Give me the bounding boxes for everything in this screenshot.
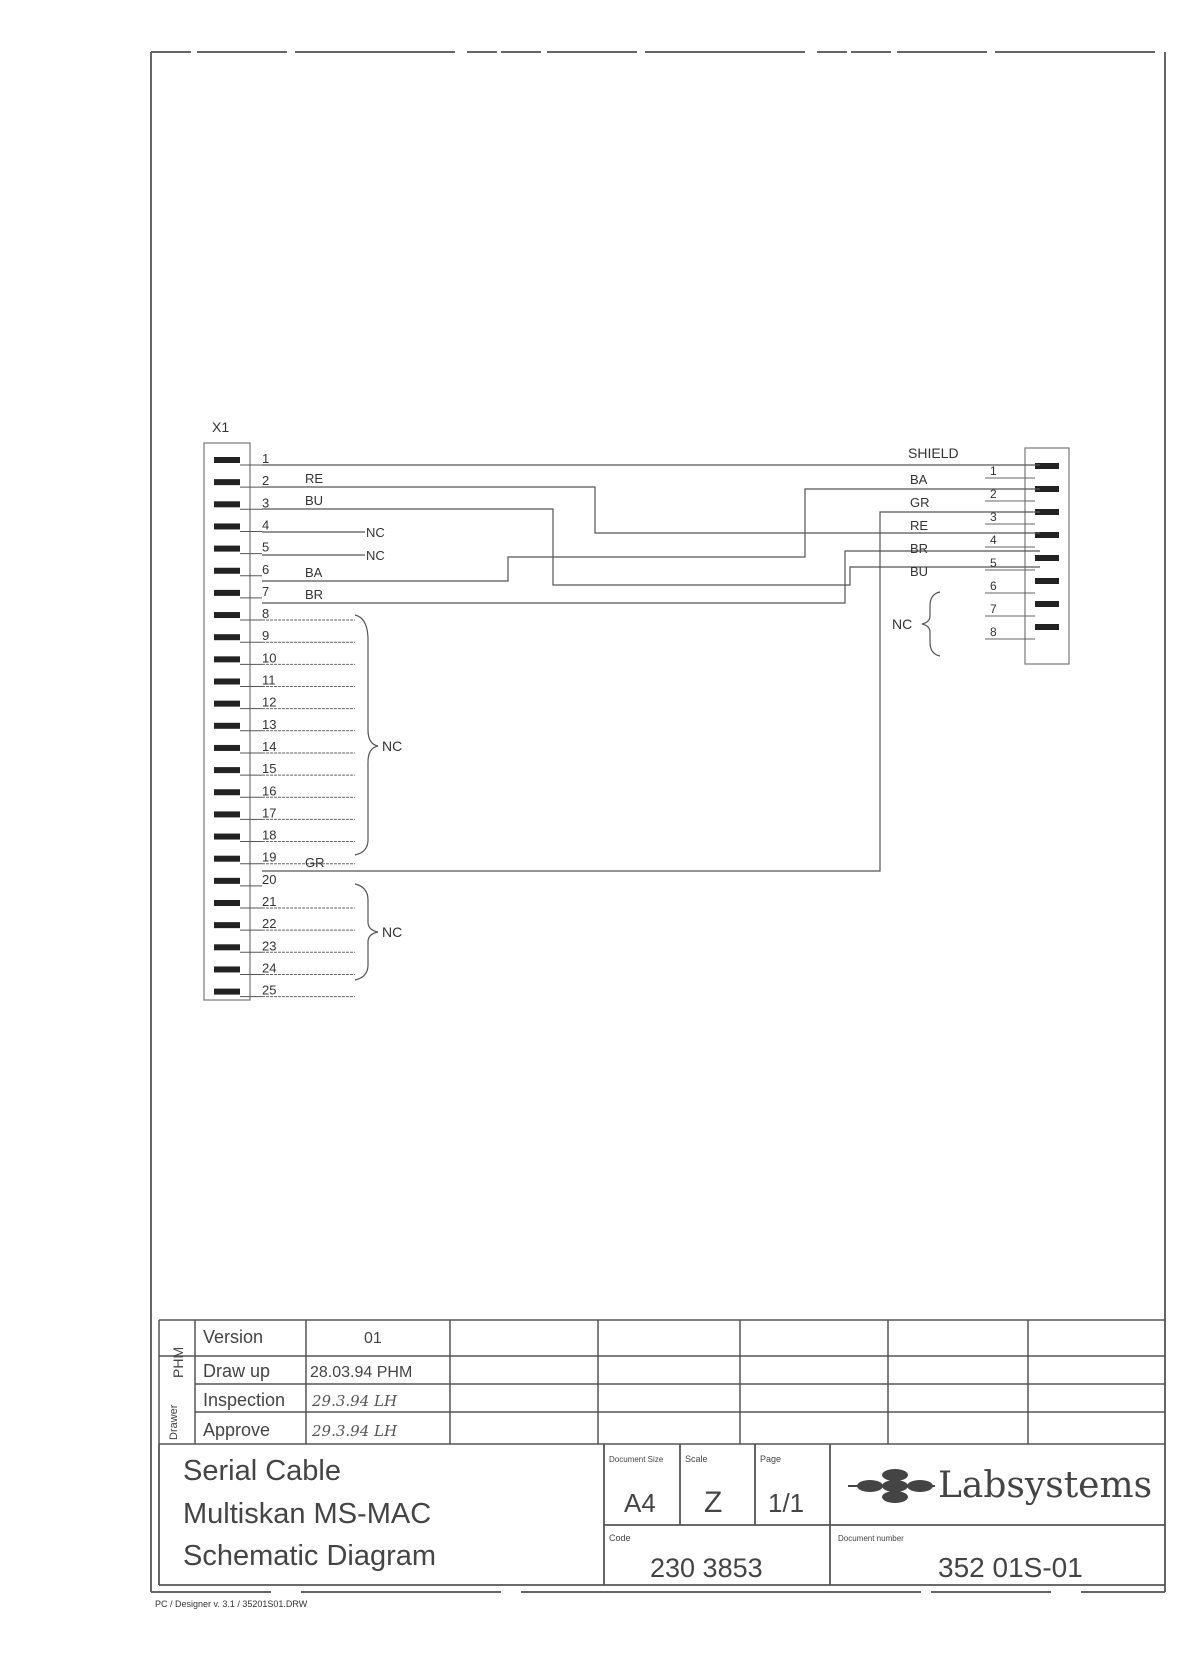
right-pin-6-contact bbox=[1035, 578, 1059, 584]
x1-pin-24-number: 24 bbox=[262, 960, 277, 976]
revision-side-label-drawer: Drawer bbox=[168, 1404, 180, 1440]
nc-brace-8-19 bbox=[355, 615, 378, 855]
right-wire-labels bbox=[910, 472, 930, 579]
x1-pin-11-contact bbox=[214, 679, 240, 685]
x1-pin-7-number: 7 bbox=[262, 583, 270, 599]
nc-group-label-1: NC bbox=[382, 738, 403, 754]
x1-pin-6-contact bbox=[214, 568, 240, 574]
x1-pin-8-number: 8 bbox=[262, 606, 270, 622]
x1-pin-1-number: 1 bbox=[262, 451, 270, 466]
x1-pin-10-number: 10 bbox=[262, 650, 277, 666]
right-wire-label-re: RE bbox=[910, 518, 929, 533]
x1-pin-23-number: 23 bbox=[262, 938, 277, 954]
x1-pin-24-contact bbox=[214, 966, 240, 972]
x1-pin-12-number: 12 bbox=[262, 694, 277, 710]
x1-pin-15-number: 15 bbox=[262, 761, 277, 777]
company-name: Labsystems bbox=[938, 1465, 1153, 1506]
x1-pin-14-contact bbox=[214, 745, 240, 751]
x1-pin-21-contact bbox=[214, 900, 240, 906]
code-value: 230 3853 bbox=[650, 1553, 763, 1583]
revision-row-inspection-value: 29.3.94 LH bbox=[312, 1392, 398, 1410]
x1-pin-13-number: 13 bbox=[262, 716, 277, 732]
right-pin-8-number: 8 bbox=[990, 625, 997, 639]
x1-pin-19-contact bbox=[214, 856, 240, 862]
x1-pin-25-contact bbox=[214, 989, 240, 995]
right-pin-3-number: 3 bbox=[990, 510, 997, 524]
right-pin-7-number: 7 bbox=[990, 602, 997, 616]
wire-label-gr: GR bbox=[305, 855, 325, 870]
drawing-border bbox=[151, 52, 1165, 1592]
x1-pin-25-number: 25 bbox=[262, 982, 277, 998]
x1-pin-9-contact bbox=[214, 634, 240, 640]
revision-row-version-value: 01 bbox=[364, 1330, 382, 1347]
right-wire-label-bu: BU bbox=[910, 564, 929, 579]
x1-pin-15-contact bbox=[214, 767, 240, 773]
right-pin-2-number: 2 bbox=[990, 487, 997, 501]
x1-pin-1-contact bbox=[214, 457, 240, 463]
x1-pin-23-contact bbox=[214, 944, 240, 950]
right-pin-5-contact bbox=[1035, 555, 1059, 561]
x1-pin-20-number: 20 bbox=[262, 871, 277, 887]
wire-label-bu: BU bbox=[305, 493, 324, 508]
right-pin-1-number: 1 bbox=[990, 464, 997, 478]
x1-pin-2-number: 2 bbox=[262, 473, 270, 489]
document-number-value: 352 01S-01 bbox=[938, 1552, 1083, 1583]
nc-brace-right bbox=[922, 592, 940, 656]
x1-pin-4-contact bbox=[214, 523, 240, 529]
x1-pin-12-contact bbox=[214, 701, 240, 707]
shield-label: SHIELD bbox=[908, 445, 959, 461]
title-line-3: Schematic Diagram bbox=[183, 1540, 437, 1572]
x1-pin-17-number: 17 bbox=[262, 805, 277, 821]
nc-braces-left bbox=[355, 615, 378, 980]
x1-pin-5-contact bbox=[214, 546, 240, 552]
x1-pin-9-number: 9 bbox=[262, 628, 270, 644]
x1-pin-11-number: 11 bbox=[262, 672, 276, 688]
page-label: Page bbox=[760, 1454, 782, 1464]
nc-group-label-right: NC bbox=[892, 616, 913, 632]
right-pin-1-contact bbox=[1035, 463, 1059, 469]
right-wire-label-gr: GR bbox=[910, 495, 930, 510]
x1-pin-16-contact bbox=[214, 789, 240, 795]
code-label: Code bbox=[609, 1533, 631, 1543]
connector-right bbox=[908, 445, 1069, 664]
x1-pin-3-contact bbox=[214, 501, 240, 507]
footer-file-info: PC / Designer v. 3.1 / 35201S01.DRW bbox=[155, 1599, 308, 1609]
scale-value: Z bbox=[704, 1486, 723, 1519]
x1-pin-17-contact bbox=[214, 811, 240, 817]
wire-label-ba: BA bbox=[305, 565, 323, 580]
wire-label-re: RE bbox=[305, 471, 324, 486]
x1-pin-4-number: 4 bbox=[262, 517, 270, 533]
x1-pin-5-number: 5 bbox=[262, 539, 270, 555]
x1-pin-18-contact bbox=[214, 834, 240, 840]
nc-group-label-2: NC bbox=[382, 924, 403, 940]
company-logo bbox=[848, 1465, 1152, 1506]
labsystems-logo-icon bbox=[848, 1469, 935, 1503]
x1-pin-7-contact bbox=[214, 590, 240, 596]
document-number-label: Document number bbox=[838, 1534, 904, 1543]
x1-pin-22-number: 22 bbox=[262, 916, 277, 932]
x1-pin-22-contact bbox=[214, 922, 240, 928]
right-pin-7-contact bbox=[1035, 601, 1059, 607]
doc-size-value: A4 bbox=[624, 1488, 656, 1518]
x1-pin-16-number: 16 bbox=[262, 783, 277, 799]
x1-pin-6-number: 6 bbox=[262, 561, 270, 577]
right-pin-8-contact bbox=[1035, 624, 1059, 630]
right-pin-6-number: 6 bbox=[990, 579, 997, 593]
x1-pin-21-number: 21 bbox=[262, 894, 277, 909]
right-wire-label-br: BR bbox=[910, 541, 929, 556]
revision-block bbox=[159, 1320, 1165, 1444]
revision-row-approve-label: Approve bbox=[203, 1420, 271, 1440]
connector-x1-label: X1 bbox=[212, 419, 230, 435]
connector-x1 bbox=[204, 419, 355, 1000]
x1-pin-8-contact bbox=[214, 612, 240, 618]
right-wire-label-ba: BA bbox=[910, 472, 928, 487]
revision-row-approve-value: 29.3.94 LH bbox=[312, 1422, 398, 1440]
page-value: 1/1 bbox=[768, 1488, 805, 1518]
revision-side-label-phm: PHM bbox=[170, 1346, 186, 1378]
wire-label-br: BR bbox=[305, 587, 324, 602]
x1-pin-10-contact bbox=[214, 656, 240, 662]
connector-x1-pins bbox=[214, 451, 355, 998]
x1-pin-13-contact bbox=[214, 723, 240, 729]
title-line-2: Multiskan MS-MAC bbox=[183, 1498, 432, 1530]
doc-size-label: Document Size bbox=[609, 1455, 664, 1464]
left-wire-labels bbox=[305, 471, 385, 870]
x1-pin-3-number: 3 bbox=[262, 495, 270, 511]
right-pin-4-number: 4 bbox=[990, 533, 997, 547]
revision-row-drawup-label: Draw up bbox=[203, 1361, 271, 1381]
x1-pin-18-number: 18 bbox=[262, 827, 277, 843]
x1-pin-19-number: 19 bbox=[262, 849, 277, 865]
x1-pin-14-number: 14 bbox=[262, 738, 277, 754]
revision-row-inspection-label: Inspection bbox=[203, 1390, 286, 1410]
x1-pin-2-contact bbox=[214, 479, 240, 485]
x1-pin-20-contact bbox=[214, 878, 240, 884]
right-pin-5-number: 5 bbox=[990, 556, 997, 570]
title-line-1: Serial Cable bbox=[183, 1455, 341, 1487]
revision-row-drawup-value: 28.03.94 PHM bbox=[310, 1364, 413, 1381]
nc-label-pin5: NC bbox=[366, 548, 385, 563]
nc-label-pin4: NC bbox=[366, 525, 385, 540]
scale-label: Scale bbox=[685, 1454, 708, 1464]
revision-row-version-label: Version bbox=[203, 1327, 264, 1347]
title-block bbox=[159, 1444, 1165, 1585]
nc-brace-21-25 bbox=[355, 884, 378, 980]
